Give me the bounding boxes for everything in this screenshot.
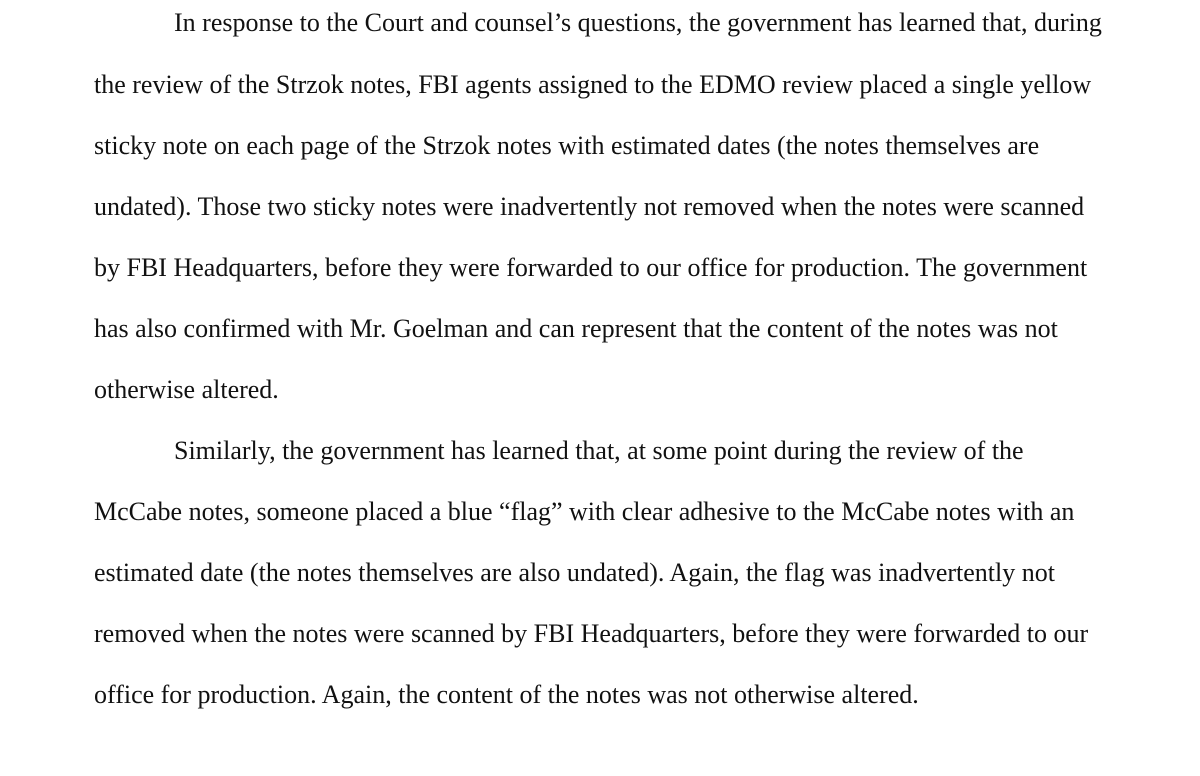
paragraph-2-line-2: McCabe notes, someone placed a blue “flag” with clear adhesive to the McCabe notes with an	[94, 497, 1075, 526]
paragraph-2-line-3: estimated date (the notes themselves are also undated). Again, the flag was inadvertently not	[94, 558, 1055, 587]
paragraph-1-line-4: undated). Those two sticky notes were inadvertently not removed when the notes were scanned	[94, 192, 1085, 221]
paragraph-1-line-7: otherwise altered.	[94, 375, 279, 404]
paragraph-2-line-5: office for production. Again, the content of the notes was not otherwise altered.	[94, 680, 919, 709]
paragraph-1-line-6: has also confirmed with Mr. Goelman and can represent that the content of the notes was not	[94, 314, 1058, 343]
paragraph-1-line-1: In response to the Court and counsel’s questions, the government has learned that, during	[174, 8, 1102, 37]
paragraph-1-line-5: by FBI Headquarters, before they were forwarded to our office for production. The government	[94, 253, 1088, 282]
paragraph-1-line-3: sticky note on each page of the Strzok notes with estimated dates (the notes themselves are	[94, 131, 1040, 160]
paragraph-2-line-4: removed when the notes were scanned by FBI Headquarters, before they were forwarded to our	[94, 619, 1089, 648]
paragraph-1-line-2: the review of the Strzok notes, FBI agents assigned to the EDMO review placed a single yellow	[94, 70, 1092, 99]
paragraph-2-line-1: Similarly, the government has learned that, at some point during the review of the	[174, 436, 1024, 465]
